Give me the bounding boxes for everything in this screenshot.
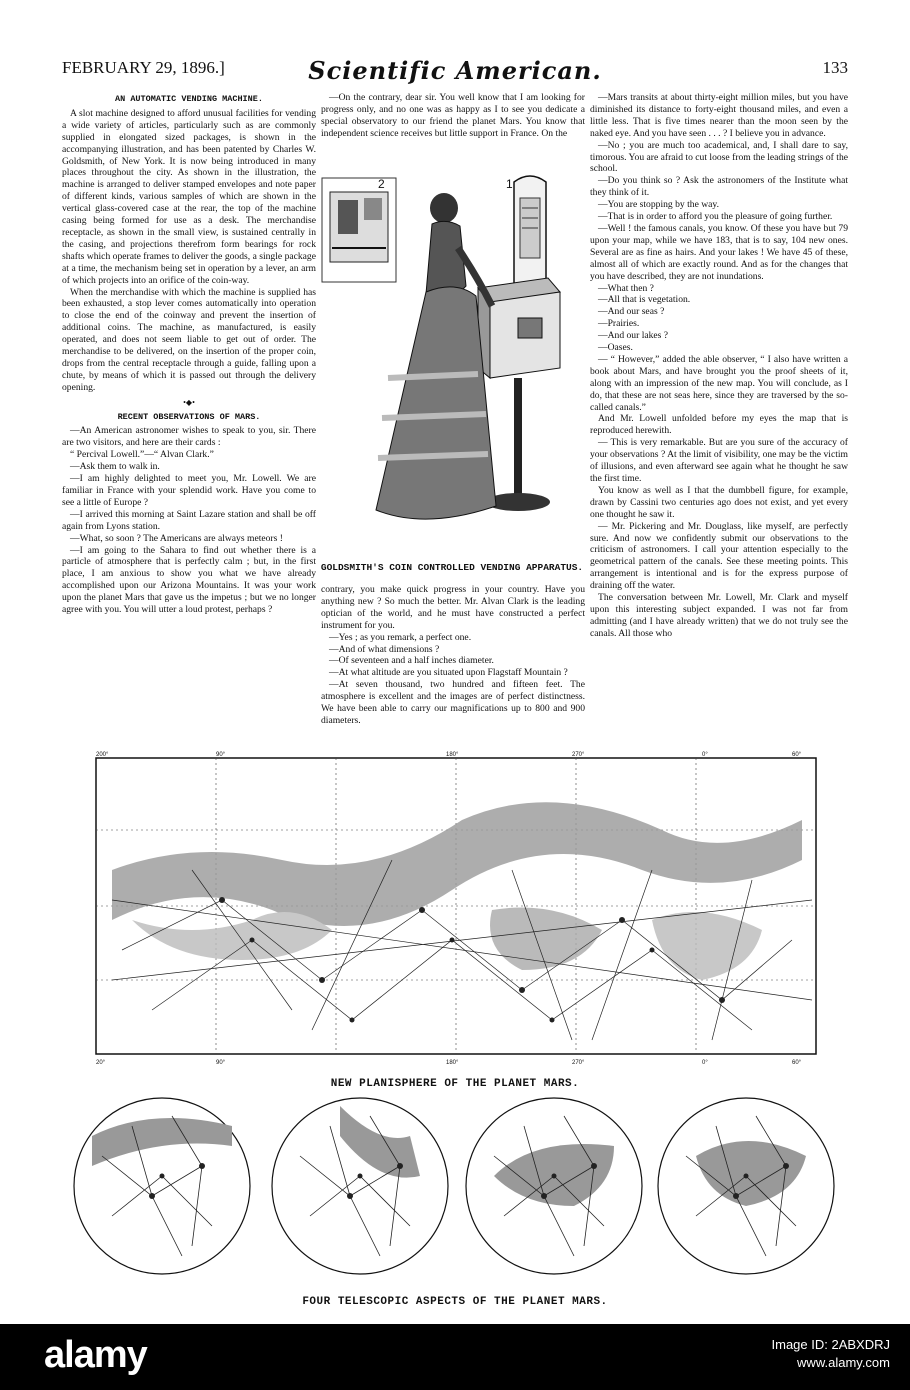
mars-paragraph: —Well ! the famous canals, you know. Of these you have but 79 upon your map, while we have 183, that is to say, 104 new ones. Several are as fine as hairs. And your lakes ! We have 45 of these, almost all of which are exactly round. And as for the changes that you have described, they are not inundations. <box>590 222 848 282</box>
ornament-divider: •◆• <box>183 397 195 407</box>
mars-paragraph: — This is very remarkable. But are you sure of the accuracy of your observations ? At the limit of visibility, one may be the victim of illusions, and even afterward see again what he thought he saw the first time. <box>590 437 848 484</box>
footer-info <box>772 1336 891 1372</box>
mars-paragraph: —No ; you are much too academical, and, I shall dare to say, timorous. You are afraid to cut loose from the leading strings of the school. <box>590 139 848 175</box>
mars-paragraph: —An American astronomer wishes to speak to you, sir. There are two visitors, and here are their cards : <box>62 425 316 449</box>
map-bottom-label: 270° <box>572 1060 585 1066</box>
mars-paragraph: You know as well as I that the dumbbell figure, for example, drawn by Cassini two centuries ago does not exist, and yet every one thought he saw it. <box>590 484 848 520</box>
watermark-footer <box>0 1324 910 1390</box>
figure-number-2: 2 <box>378 177 385 191</box>
mars-paragraph: —At seven thousand, two hundred and fifteen feet. The atmosphere is excellent and the images are of perfect distinctness. We have been able to carry our magnifications up to 800 and 900 diameters. <box>321 679 585 726</box>
mars-paragraph: contrary, you make quick progress in your country. Have you anything new ? So much the better. Mr. Alvan Clark is the leading optician of the world, and he must have constructed a perfect instrument for you. <box>321 584 585 631</box>
column-3 <box>590 92 848 744</box>
map-bottom-label: 20° <box>96 1060 106 1066</box>
page-number: 133 <box>822 58 848 77</box>
map-top-label: 60° <box>792 752 802 758</box>
vending-figure-caption: GOLDSMITH'S COIN CONTROLLED VENDING APPARATUS. <box>320 562 584 573</box>
map-top-label: 180° <box>446 752 459 758</box>
mars-paragraph: —Do you think so ? Ask the astronomers of the Institute what they think of it. <box>590 175 848 199</box>
mars-paragraph: —What then ? <box>598 282 654 294</box>
figure-number-1: 1 <box>506 177 513 191</box>
mars-heading: RECENT OBSERVATIONS OF MARS. <box>117 411 261 422</box>
mars-paragraph: —That is in order to afford you the pleasure of going further. <box>598 211 833 223</box>
mars-paragraph: —And of what dimensions ? <box>329 643 440 655</box>
map-bottom-label: 0° <box>702 1060 708 1066</box>
mars-paragraph: “ Percival Lowell.”—“ Alvan Clark.” <box>70 449 214 461</box>
map-top-label: 270° <box>572 752 585 758</box>
mars-paragraph: — “ However,” added the able observer, “ I also have written a book about Mars, and have brought you the proof sheets of it, along with an impression of the new map. You will conclude, as I do, that these are not seas here, since they are traversed by the so-called canals.” <box>590 353 848 413</box>
map-bottom-label: 180° <box>446 1060 459 1066</box>
aspects-caption: FOUR TELESCOPIC ASPECTS OF THE PLANET MARS. <box>302 1296 608 1308</box>
masthead-title: Scientific American. <box>308 56 602 85</box>
mars-aspect-4 <box>658 1098 834 1274</box>
mars-paragraph: —And our lakes ? <box>598 330 669 342</box>
mars-paragraph: —Of seventeen and a half inches diameter. <box>329 655 494 667</box>
vending-paragraph: A slot machine designed to afford unusual facilities for vending a wide variety of articles, particularly such as are commonly supplied in elongated sized packages, is shown in the accompanying illustration, and has been patented by Charles W. Goldsmith, of New York. It is now being introduced in many places throughout the city. As shown in the illustration, the machine is arranged to deliver stamped envelopes and note paper of different kinds, various samples of which are shown in the vertical glass-covered case at the rear, the top of the machine casing being formed for use as a desk. The merchandise receptacle, as shown in the small view, is sustained centrally in the casing, and projections therefrom form bearings for rock shafts which operate frames to deliver the goods, a single package at a time, the mechanism being set in operation by a lever, an arm of which projects into an orifice of the coin-way. <box>62 107 316 286</box>
mars-paragraph: —On the contrary, dear sir. You well know that I am looking for progress only, and no one was as happy as I to see you dedicate a special observatory to our friend the planet Mars. You know that independent science receives but little support in France. On the <box>321 92 585 139</box>
mars-paragraph: —You are stopping by the way. <box>598 199 719 211</box>
alamy-logo: alamy <box>44 1334 147 1376</box>
map-top-label: 200° <box>96 752 109 758</box>
header-date: FEBRUARY 29, 1896.] <box>62 58 225 77</box>
map-bottom-label: 90° <box>216 1060 226 1066</box>
mars-aspect-2 <box>272 1098 448 1274</box>
mars-paragraph: —Oases. <box>598 342 633 354</box>
column-2-bottom <box>321 584 585 744</box>
vending-paragraph: When the merchandise with which the machine is supplied has been exhausted, a stop lever comes automatically into operation to close the end of the coinway and prevent the insertion of additional coins. The machine, as manufactured, is easily operated, and does not seem liable to get out of order. The merchandise to be delivered, on the insertion of the proper coin, drops from the central receptacle through a guide, falling upon a chute, by means of which it is passed out through the delivery opening. <box>62 286 316 393</box>
mars-paragraph: —All that is vegetation. <box>598 294 691 306</box>
vending-heading: AN AUTOMATIC VENDING MACHINE. <box>115 94 263 104</box>
mars-paragraph: —Mars transits at about thirty-eight million miles, but you have diminished its distance to forty-eight thousand miles, and even a little less. That is five times nearer than the moon seen by the naked eye. And you have seen . . . ? I believe you in advance. <box>590 92 848 139</box>
mars-aspect-1 <box>74 1098 250 1274</box>
mars-paragraph: — Mr. Pickering and Mr. Douglass, like myself, are perfectly sure. And now we confidently submit our observations to the criticism of astronomers. I call your attention especially to the geometrical pattern of the canals. See these meeting points. This arrangement is intentional and is for the express purpose of draining off the water. <box>590 520 848 592</box>
footer-url: www.alamy.com <box>797 1355 890 1370</box>
telescopic-aspects <box>70 1092 840 1292</box>
mars-paragraph: —Prairies. <box>598 318 640 330</box>
planisphere-caption: NEW PLANISPHERE OF THE PLANET MARS. <box>330 1078 580 1090</box>
mars-aspect-3 <box>466 1098 642 1274</box>
map-top-label: 0° <box>702 752 708 758</box>
mars-paragraph: —Yes ; as you remark, a perfect one. <box>329 631 472 643</box>
mars-paragraph: —At what altitude are you situated upon Flagstaff Mountain ? <box>329 667 568 679</box>
column-1 <box>62 92 316 732</box>
mars-paragraph: And Mr. Lowell unfolded before my eyes the map that is reproduced herewith. <box>590 413 848 437</box>
mars-paragraph: —Ask them to walk in. <box>70 461 160 473</box>
mars-paragraph: —I am highly delighted to meet you, Mr. Lowell. We are familiar in France with your splendid work. Have you come to see a little of Europe ? <box>62 473 316 508</box>
mars-planisphere-map <box>92 750 820 1072</box>
map-top-label: 90° <box>216 752 226 758</box>
mars-paragraph: —I am going to the Sahara to find out whether there is a particle of atmosphere that is perfectly calm ; but, in the first place, I am anxious to show you what we have already accomplished upon our Arizona Mountains. It was your work upon the planet Mars that gave us the impetus ; but we no longer agree with you. You will utter a loud protest, perhaps ? <box>62 544 316 616</box>
column-2-top <box>321 92 585 152</box>
mars-paragraph: —I arrived this morning at Saint Lazare station and shall be off again from Lyons station. <box>62 508 316 532</box>
map-bottom-label: 60° <box>792 1060 802 1066</box>
vending-machine-illustration <box>318 168 586 560</box>
mars-paragraph: —And our seas ? <box>598 306 665 318</box>
mars-paragraph: —What, so soon ? The Americans are always meteors ! <box>70 532 283 544</box>
mars-paragraph: The conversation between Mr. Lowell, Mr. Clark and myself upon this interesting subject expanded. I was not far from admitting (and I have already written) that we do not truly see the canals. All those who <box>590 592 848 639</box>
image-id: Image ID: 2ABXDRJ <box>771 1337 890 1352</box>
